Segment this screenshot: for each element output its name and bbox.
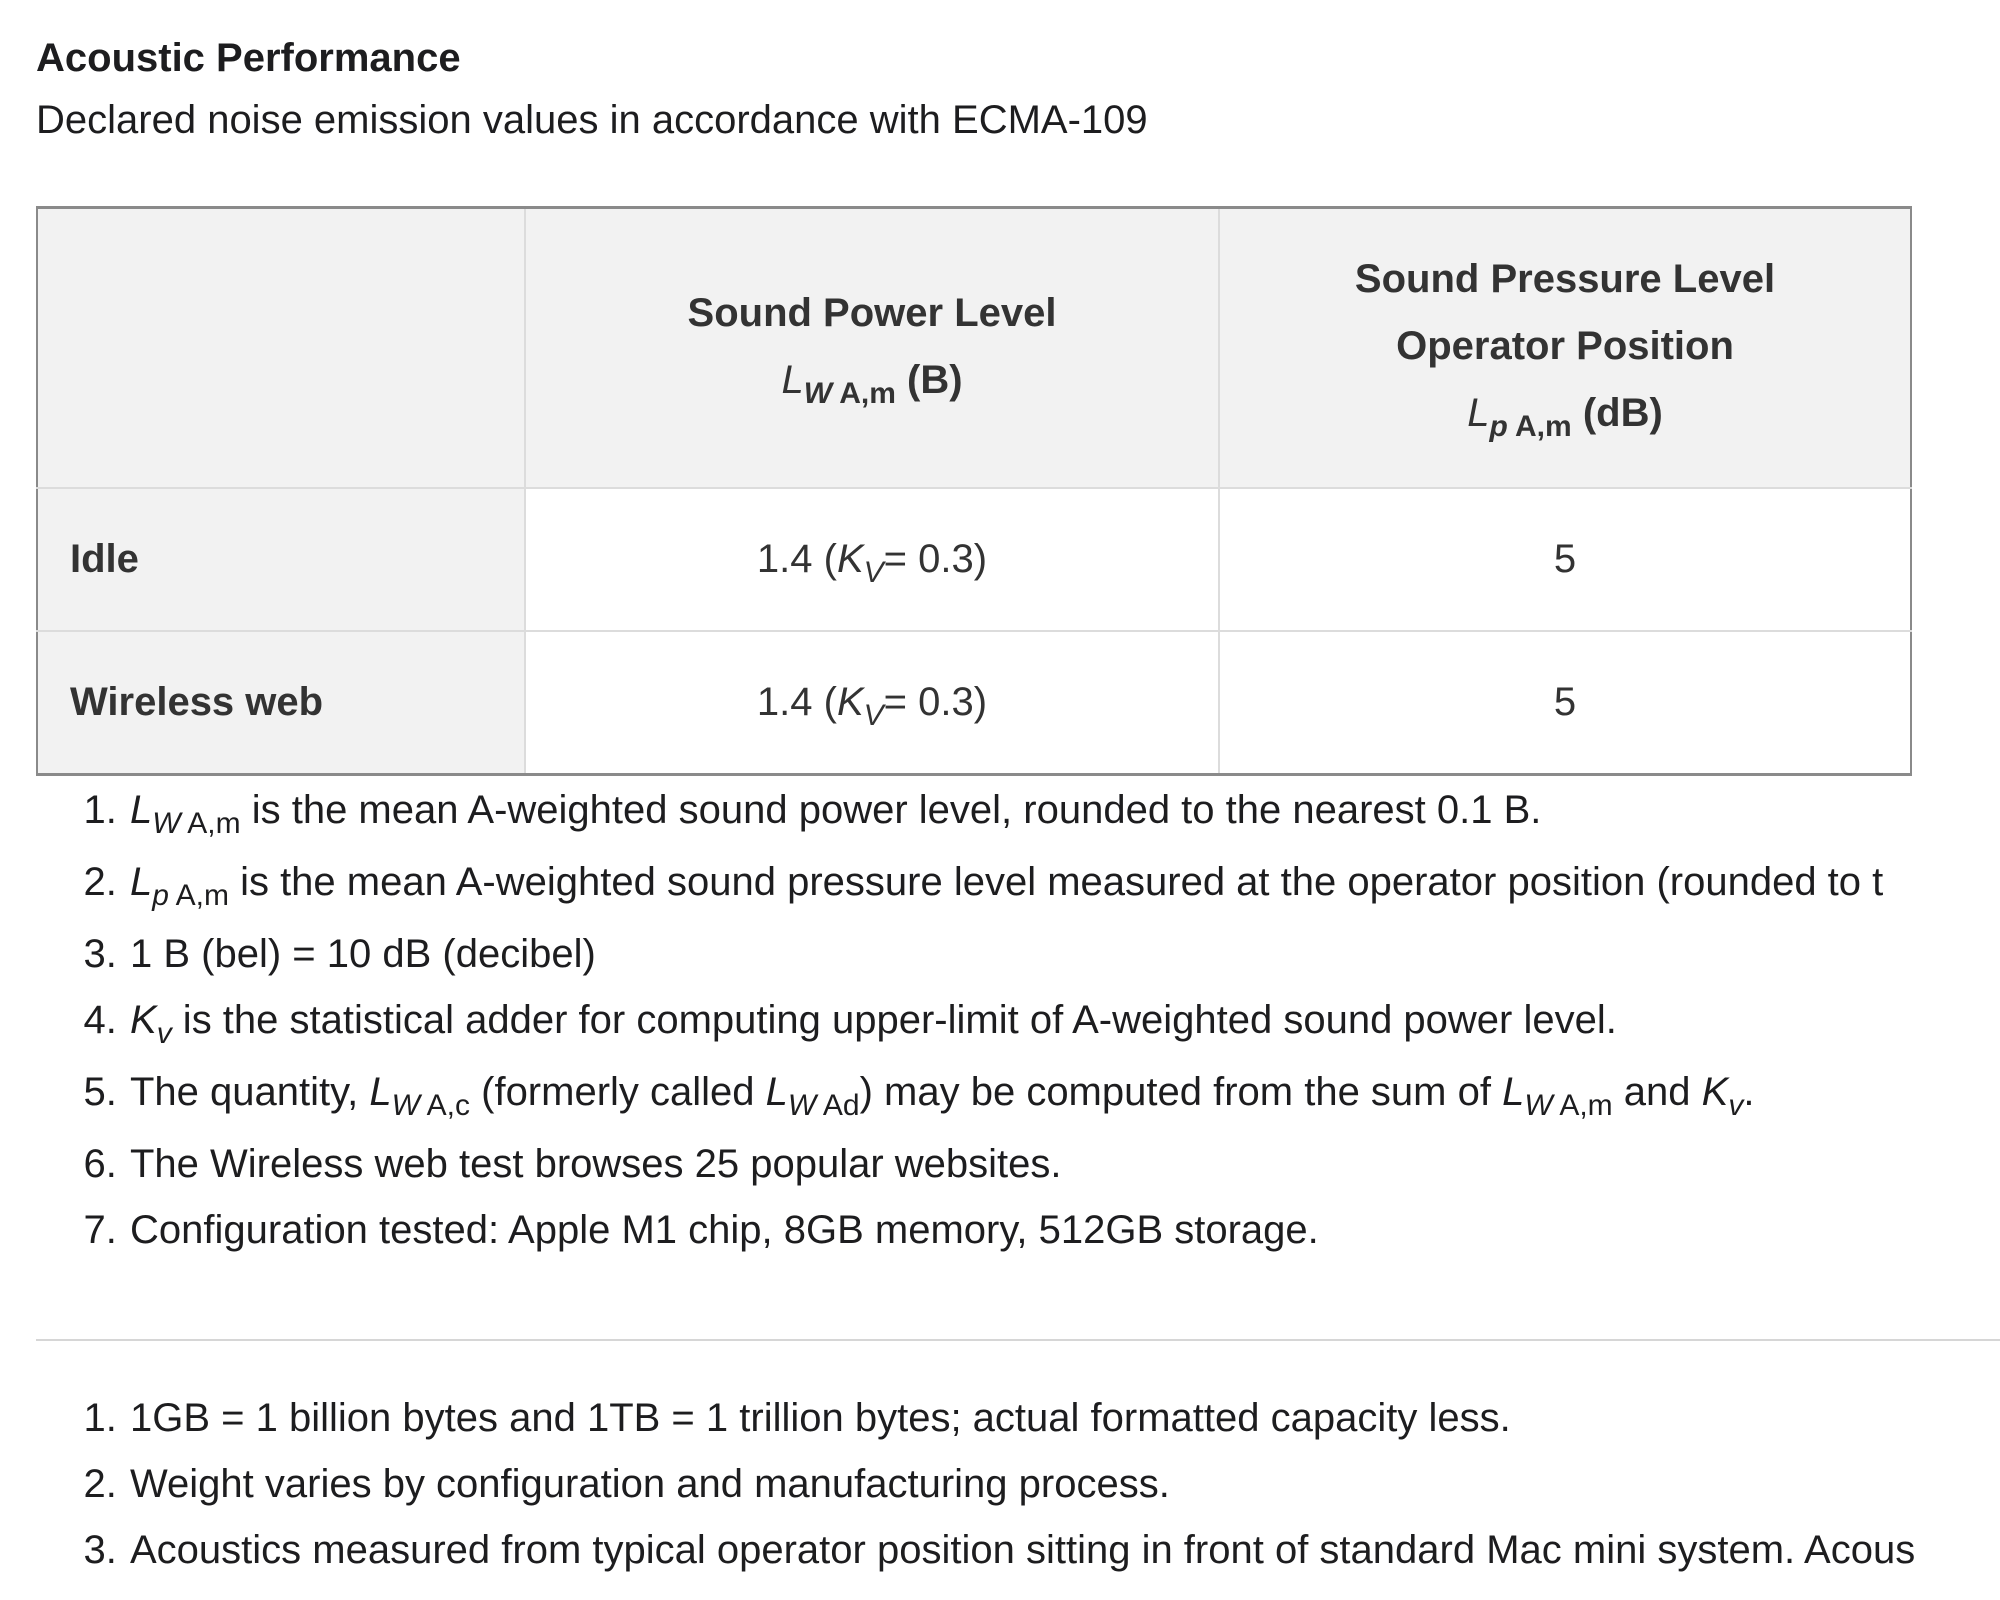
cell-wireless-power: 1.4 $(K_V= 0.3)$ bbox=[525, 631, 1219, 774]
list-item: 4. $K_v$ is the statistical adder for computing upper-limit of A-weighted sound power level. bbox=[128, 994, 2000, 1066]
acoustic-table bbox=[36, 206, 1912, 776]
list-item: 2. $L_{p A,m}$ is the mean A-weighted sound pressure level measured at the operator position (rounded to t bbox=[128, 856, 2000, 928]
list-item: 3. 1 B (bel) = 10 dB (decibel) bbox=[128, 928, 2000, 994]
row-label-idle: Idle bbox=[37, 488, 525, 631]
page-title: Acoustic Performance bbox=[36, 36, 461, 80]
footnotes-list bbox=[70, 1392, 2000, 1590]
header-sound-pressure-title: Sound Pressure Level bbox=[1354, 257, 1776, 301]
table-row bbox=[37, 631, 1911, 774]
list-item: 5. The quantity, $L_{W A,c}$ (formerly called $L_{W Ad}$) may be computed from the sum of $L_{W A,m}$ and $K_v$. bbox=[128, 1066, 2000, 1138]
header-sound-power-symbol: $L_{W A,m}$ (B) bbox=[781, 357, 963, 410]
row-label-wireless-web: Wireless web bbox=[37, 631, 525, 774]
header-sound-power-title: Sound Power Level bbox=[687, 290, 1057, 335]
cell-wireless-pressure: 5 bbox=[1219, 631, 1911, 774]
header-sound-pressure-symbol: $L_{p A,m}$ (dB) bbox=[1467, 391, 1663, 443]
header-operator-position: Operator Position bbox=[1396, 324, 1734, 368]
table-row bbox=[37, 488, 1911, 631]
section-divider bbox=[36, 1339, 2000, 1341]
header-empty-cell bbox=[37, 208, 525, 489]
acoustic-notes-list bbox=[70, 784, 2000, 1270]
list-item: 1. $L_{W A,m}$ is the mean A-weighted sound power level, rounded to the nearest 0.1 B. bbox=[128, 784, 2000, 856]
header-sound-pressure bbox=[1219, 208, 1911, 489]
header-sound-power bbox=[525, 208, 1219, 489]
list-item: 7. Configuration tested: Apple M1 chip, 8GB memory, 512GB storage. bbox=[128, 1204, 2000, 1270]
list-item: 1. 1GB = 1 billion bytes and 1TB = 1 trillion bytes; actual formatted capacity less. bbox=[128, 1392, 2000, 1458]
list-item: 6. The Wireless web test browses 25 popular websites. bbox=[128, 1138, 2000, 1204]
list-item: 3. Acoustics measured from typical operator position sitting in front of standard Mac mini system. Acous bbox=[128, 1524, 2000, 1590]
page-subtitle: Declared noise emission values in accordance with ECMA-109 bbox=[36, 98, 1148, 142]
list-item: 2. Weight varies by configuration and manufacturing process. bbox=[128, 1458, 2000, 1524]
cell-idle-power: 1.4 $(K_V= 0.3)$ bbox=[525, 488, 1219, 631]
table-header-row bbox=[37, 208, 1911, 489]
cell-idle-pressure: 5 bbox=[1219, 488, 1911, 631]
